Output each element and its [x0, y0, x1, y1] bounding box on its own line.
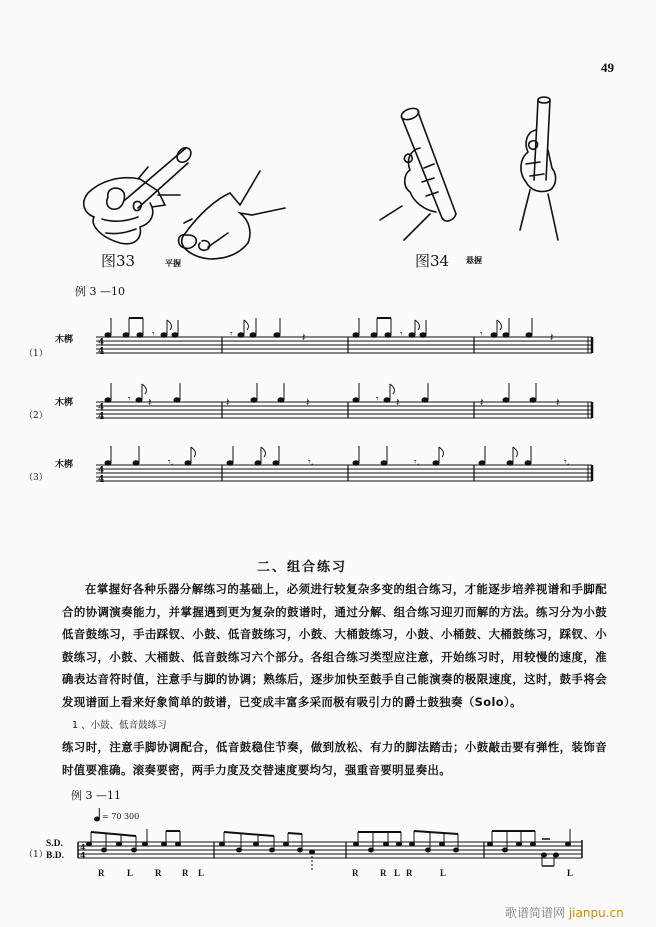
- row-3-instrument: 木梆: [55, 460, 74, 470]
- svg-text:𝄾.: 𝄾.: [168, 457, 174, 468]
- row-2-instrument: 木梆: [55, 398, 74, 408]
- svg-text:𝄽: 𝄽: [226, 396, 230, 409]
- svg-text:4: 4: [80, 850, 86, 860]
- subsection-heading: 1 、小鼓、低音鼓练习: [72, 720, 167, 731]
- staff-row-3: [78, 443, 603, 488]
- figure-34-illustration: [380, 90, 580, 250]
- svg-text:𝄽: 𝄽: [396, 396, 400, 409]
- sticking-letter: L: [198, 868, 205, 878]
- sticking-letter: R: [155, 868, 162, 878]
- page-number: 49: [601, 60, 614, 75]
- row-1-instrument: 木梆: [55, 335, 74, 345]
- svg-text:𝄾: 𝄾: [230, 329, 233, 340]
- sticking-letter: L: [394, 868, 401, 878]
- paragraph-2-text: 练习时，注意手脚协调配合，低音鼓稳住节奏，做到放松、有力的脚法踏击；小鼓敲击要有弹性，装饰音时值要准确。滚奏要密，两手力度及交替速度要均匀，强重音要明显奏出。: [62, 740, 607, 777]
- svg-text:𝄾.: 𝄾.: [564, 457, 570, 468]
- bass-drum-label: B.D.: [46, 851, 64, 861]
- svg-text:4: 4: [98, 338, 105, 348]
- sticking-letter: L: [440, 868, 447, 878]
- sticking-letter: L: [567, 868, 574, 878]
- svg-text:𝄾: 𝄾: [480, 329, 483, 340]
- watermark: [505, 904, 624, 921]
- example-3-11-label: 例 3 —11: [71, 789, 121, 802]
- tempo-marking: = 70 300: [102, 812, 140, 821]
- sticking-letter: R: [182, 868, 189, 878]
- staff-row-1: [78, 315, 603, 360]
- figure-34-caption: 图34: [415, 252, 450, 270]
- svg-text:𝄽: 𝄽: [556, 396, 560, 409]
- staff-row-2: [78, 380, 603, 425]
- svg-text:4: 4: [98, 412, 105, 422]
- subsection-paragraph: [62, 736, 607, 781]
- snare-drum-label: S.D.: [46, 839, 63, 849]
- svg-text:4: 4: [98, 475, 105, 485]
- sticking-letter: R: [406, 868, 413, 878]
- svg-text:4: 4: [98, 403, 105, 413]
- sticking-letter: R: [352, 868, 359, 878]
- figure-33-illustration: [80, 95, 340, 245]
- section-paragraph: [62, 578, 607, 713]
- sticking-letter: L: [127, 868, 134, 878]
- svg-text:𝄽: 𝄽: [148, 396, 152, 409]
- quarter-note-icon: [94, 808, 102, 822]
- svg-text:𝄾: 𝄾: [128, 394, 131, 405]
- paragraph-text: 在掌握好各种乐器分解练习的基础上，必须进行较复杂多变的组合练习，才能逐步培养视谱和手脚配合的协调演奏能力，并掌握遇到更为复杂的鼓谱时，通过分解、组合练习迎刃而解的方法。练习分为小鼓低音鼓练习，手击踩钗、小鼓、低音鼓练习，小鼓、大桶鼓练习，小鼓、小桶鼓、大桶鼓练习，踩钗、小鼓练习，小鼓、大桶鼓、低音鼓练习六个部分。各组合练习类型应注意，开始练习时，用较慢的速度，准确表达音符时值，注意手与脚的协调；熟练后，逐步加快至鼓手自己能演奏的极限速度，这时，鼓手将会发现谱面上看来好象简单的鼓谱，已变成丰富多采而极有吸引力的爵士鼓独奏（Solo）。: [62, 582, 607, 709]
- svg-text:𝄾: 𝄾: [152, 329, 155, 340]
- example-3-10-label: 例 3 —10: [75, 285, 125, 298]
- figure-33-caption: 图33: [101, 252, 136, 270]
- section-heading: 二、组合练习: [257, 560, 348, 575]
- sticking-row: [0, 868, 656, 882]
- sticking-letter: R: [380, 868, 387, 878]
- row-1-label: （1）: [24, 349, 48, 359]
- svg-text:𝄾.: 𝄾.: [414, 457, 420, 468]
- example-3-11-row-label: （1）: [24, 850, 48, 860]
- figure-34-subcaption: 悬握: [466, 255, 482, 265]
- svg-text:𝄽: 𝄽: [550, 331, 554, 344]
- svg-text:𝄽: 𝄽: [302, 331, 306, 344]
- sticking-letter: R: [98, 868, 105, 878]
- svg-text:4: 4: [80, 842, 86, 852]
- watermark-url: jianpu.cn: [568, 906, 624, 920]
- svg-text:𝄾: 𝄾: [400, 329, 403, 340]
- svg-text:4: 4: [98, 347, 105, 357]
- row-2-label: （2）: [24, 411, 48, 421]
- svg-text:4: 4: [98, 466, 105, 476]
- svg-text:𝄽: 𝄽: [480, 396, 484, 409]
- svg-text:𝄾.: 𝄾.: [308, 457, 314, 468]
- figure-33-subcaption: 平握: [165, 258, 181, 268]
- svg-text:𝄽: 𝄽: [306, 396, 310, 409]
- watermark-text: 歌谱简谱网: [505, 906, 566, 920]
- row-3-label: （3）: [24, 473, 48, 483]
- svg-text:𝄾: 𝄾: [376, 394, 379, 405]
